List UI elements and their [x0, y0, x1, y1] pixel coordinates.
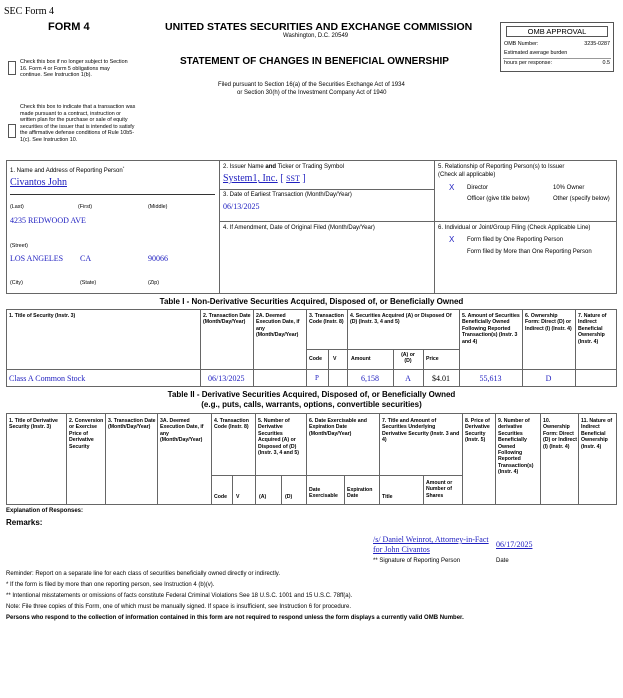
omb-hours: 0.5	[602, 60, 610, 66]
state-label: (State)	[80, 280, 97, 286]
explanation-label: Explanation of Responses:	[6, 508, 84, 514]
t2-h-deemed: 3A. Deemed Execution Date, if any (Month/Day/Year)	[160, 418, 204, 444]
rule-10b5-text: Check this box to indicate that a transaction was made pursuant to a contract, instruction or written plan for the purchase or sale of equity securities of the issuer that is intended to satisfy the affirmative defense conditions of Rule 10b5-1(c). See Instruction 10.	[20, 104, 136, 143]
street-label: (Street)	[10, 243, 28, 249]
filed-line-1: Filed pursuant to Section 16(a) of the Securities Exchange Act of 1934	[218, 82, 405, 88]
t1-h-deemed: 2A. Deemed Execution Date, if any (Month/Day/Year)	[256, 313, 300, 339]
footer-multiple: * If the form is filed by more than one reporting person, see Instruction 4 (b)(v).	[6, 582, 215, 588]
no-longer-subject-checkbox[interactable]	[8, 61, 16, 75]
t1-h-date: 2. Transaction Date (Month/Day/Year)	[203, 313, 251, 326]
omb-approval-box	[500, 22, 614, 72]
street-value: 4235 REDWOOD AVE	[10, 216, 86, 225]
more-persons-label: Form filed by More than One Reporting Person	[467, 249, 592, 255]
zip-value: 90066	[148, 254, 168, 263]
box1-label: 1. Name and Address of Reporting Person*	[10, 165, 125, 174]
signature-label: ** Signature of Reporting Person	[373, 558, 461, 564]
date-label: Date	[496, 558, 509, 564]
t1-h-owned: 5. Amount of Securities Beneficially Owned Following Reported Transaction(s) (Instr. 3 and 4)	[462, 313, 520, 345]
t1-row-owned: 55,613	[479, 374, 502, 383]
t2-h-code-sub: Code	[214, 494, 227, 500]
earliest-transaction-date: 06/13/2025	[223, 202, 260, 211]
box5-sub: (Check all applicable)	[438, 172, 496, 178]
t1-h-form: 6. Ownership Form: Direct (D) or Indirect (I) (Instr. 4)	[525, 313, 572, 332]
table2-title-1: Table II - Derivative Securities Acquired, Disposed of, or Beneficially Owned	[167, 390, 456, 399]
zip-label: (Zip)	[148, 280, 160, 286]
reporting-person-link[interactable]: Civantos John	[10, 177, 67, 188]
ten-percent-owner-label: 10% Owner	[553, 185, 585, 191]
middle-label: (Middle)	[148, 204, 168, 210]
officer-label: Officer (give title below)	[467, 196, 530, 202]
footer-reminder: Reminder: Report on a separate line for each class of securities beneficially owned directly or indirectly.	[6, 571, 281, 577]
other-label: Other (specify below)	[553, 196, 610, 202]
omb-burden-label: Estimated average burden	[504, 50, 568, 56]
t2-h-date: 3. Transaction Date (Month/Day/Year)	[108, 418, 156, 431]
t2-h-d: (D)	[285, 494, 293, 500]
t1-row-amount: 6,158	[361, 374, 379, 383]
page-label: SEC Form 4	[4, 6, 55, 17]
t2-h-a: (A)	[259, 494, 267, 500]
box2-label: 2. Issuer Name and Ticker or Trading Symbol	[223, 164, 345, 170]
t1-row-aord: A	[405, 374, 411, 383]
city-label: (City)	[10, 280, 23, 286]
t1-row-price: $4.01	[432, 374, 450, 383]
omb-hours-label: hours per response:	[504, 60, 552, 66]
footer-copies: Note: File three copies of this Form, one of which must be manually signed. If space is insufficient, see Instruction 6 for procedure.	[6, 604, 352, 610]
t1-h-title: 1. Title of Security (Instr. 3)	[9, 313, 76, 319]
rule-10b5-checkbox[interactable]	[8, 124, 16, 138]
one-person-label: Form filed by One Reporting Person	[467, 237, 564, 243]
t1-row-form: D	[545, 374, 552, 383]
director-check-mark[interactable]: X	[449, 183, 455, 192]
form-title: FORM 4	[48, 21, 90, 33]
t1-h-code-sub: Code	[309, 356, 322, 362]
signature-date[interactable]: 06/17/2025	[496, 540, 533, 549]
t2-h-date-exercisable: Date Exercisable	[309, 487, 338, 500]
t2-h-code: 4. Transaction Code (Instr. 8)	[214, 418, 249, 431]
omb-title: OMB APPROVAL	[506, 26, 608, 37]
t1-h-price: Price	[426, 356, 439, 362]
t1-h-code: 3. Transaction Code (Instr. 8)	[309, 313, 344, 326]
statement-title: STATEMENT OF CHANGES IN BENEFICIAL OWNERSHIP	[180, 56, 449, 67]
t2-h-title: 1. Title of Derivative Security (Instr. 3)	[9, 418, 58, 431]
remarks-label: Remarks:	[6, 518, 43, 527]
last-label: (Last)	[10, 204, 24, 210]
t2-h-v: V	[236, 494, 240, 500]
t2-h-shares: Amount or Number of Shares	[426, 480, 453, 499]
t2-h-title-sub: Title	[382, 494, 393, 500]
table1-title: Table I - Non-Derivative Securities Acquired, Disposed of, or Beneficially Owned	[159, 297, 464, 306]
t1-h-nature: 7. Nature of Indirect Beneficial Ownership (Instr. 4)	[578, 313, 607, 345]
signature-link[interactable]: /s/ Daniel Weinrot, Attorney-in-Fact for John Civantos	[373, 535, 489, 554]
omb-number-label: OMB Number:	[504, 41, 539, 47]
t1-h-acquired: 4. Securities Acquired (A) or Disposed Of (D) (Instr. 3, 4 and 5)	[350, 313, 452, 326]
t2-h-conversion: 2. Conversion or Exercise Price of Derivative Security	[69, 418, 104, 450]
t1-h-amount: Amount	[351, 356, 371, 362]
t2-h-number: 5. Number of Derivative Securities Acquired (A) or Disposed of (D) (Instr. 3, 4 and 5)	[258, 418, 299, 457]
t2-h-nature: 11. Nature of Indirect Beneficial Ownership (Instr. 4)	[581, 418, 613, 450]
no-longer-subject-text: Check this box if no longer subject to Section 16. Form 4 or Form 5 obligations may continue. See Instruction 1(b).	[20, 59, 128, 79]
t1-row-date: 06/13/2025	[208, 374, 245, 383]
city-value: LOS ANGELES	[10, 254, 64, 263]
agency-city: Washington, D.C. 20549	[283, 33, 349, 39]
director-label: Director	[467, 185, 489, 191]
t1-h-v: V	[333, 356, 337, 362]
t1-h-aord: (A) or (D)	[401, 352, 415, 365]
filed-line-2: or Section 30(h) of the Investment Company Act of 1940	[237, 90, 387, 96]
omb-number: 3235-0287	[584, 41, 610, 47]
ticker-link[interactable]: SST	[286, 174, 300, 183]
single-filer-check-mark[interactable]: X	[449, 235, 455, 244]
t2-h-owned: 9. Number of derivative Securities Beneficially Owned Following Reported Transaction(s) (Instr. 4)	[498, 418, 534, 476]
t1-row-title: Class A Common Stock	[9, 374, 86, 383]
state-value: CA	[80, 254, 92, 263]
t2-h-form: 10. Ownership Form: Direct (D) or Indirect (I) (Instr. 4)	[543, 418, 578, 450]
t2-h-price: 8. Price of Derivative Security (Instr. 5)	[465, 418, 490, 444]
agency-name: UNITED STATES SECURITIES AND EXCHANGE COMMISSION	[165, 21, 473, 33]
t1-row-code: P	[315, 374, 319, 382]
footer-misstatements: ** Intentional misstatements or omissions of facts constitute Federal Criminal Violations See 18 U.S.C. 1001 and 15 U.S.C. 78ff(a).	[6, 593, 353, 599]
footer-omb-notice: Persons who respond to the collection of information contained in this form are not required to respond unless the form displays a currently valid OMB Number.	[6, 615, 464, 621]
t2-h-exercisable: 6. Date Exercisable and Expiration Date (Month/Day/Year)	[309, 418, 367, 437]
issuer-link[interactable]: System1, Inc.	[223, 173, 278, 184]
box5-label: 5. Relationship of Reporting Person(s) to Issuer	[438, 164, 565, 170]
table2-title-2: (e.g., puts, calls, warrants, options, convertible securities)	[201, 400, 422, 409]
first-label: (First)	[78, 204, 93, 210]
box3-label: 3. Date of Earliest Transaction (Month/Day/Year)	[223, 192, 352, 198]
box6-label: 6. Individual or Joint/Group Filing (Check Applicable Line)	[438, 225, 591, 231]
t2-h-expiration: Expiration Date	[347, 487, 373, 500]
box4-label: 4. If Amendment, Date of Original Filed (Month/Day/Year)	[223, 225, 375, 231]
t2-h-underlying: 7. Title and Amount of Securities Underlying Derivative Security (Instr. 3 and 4)	[382, 418, 460, 444]
issuer-line: System1, Inc. [ SST ]	[223, 173, 306, 184]
